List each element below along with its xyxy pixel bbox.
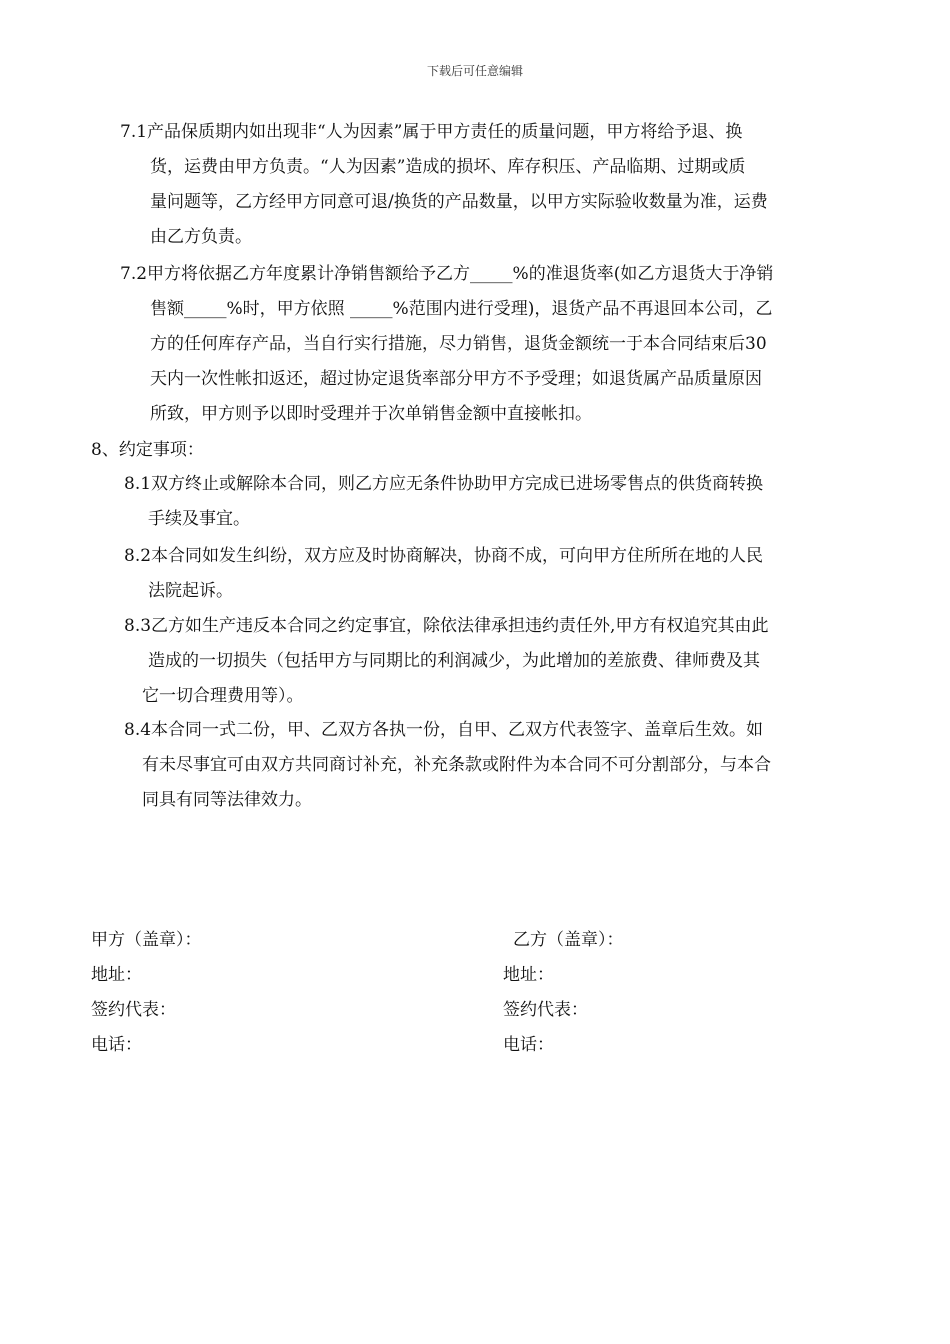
party-b-representative-label: 签约代表： xyxy=(503,1000,588,1020)
clause-line: 7.1产品保质期内如出现非“人为因素”属于甲方责任的质量问题，甲方将给予退、换 xyxy=(120,122,743,142)
clause-line: 同具有同等法律效力。 xyxy=(142,790,312,810)
clause-7-2 xyxy=(120,257,865,432)
party-a-phone-label: 电话： xyxy=(91,1035,142,1055)
clause-8-2 xyxy=(124,539,864,609)
clause-line: 所致，甲方则予以即时受理并于次单销售金额中直接帐扣。 xyxy=(150,404,592,424)
clause-8-1 xyxy=(124,467,864,537)
section-8-title: 8、约定事项： xyxy=(91,440,204,460)
clause-line: 8.1双方终止或解除本合同，则乙方应无条件协助甲方完成已进场零售点的供货商转换 xyxy=(124,474,764,494)
clause-line: 法院起诉。 xyxy=(148,581,233,601)
clause-line: 货，运费由甲方负责。“人为因素”造成的损坏、库存积压、产品临期、过期或质 xyxy=(150,157,746,177)
clause-line: 手续及事宜。 xyxy=(148,509,250,529)
party-b-phone-label: 电话： xyxy=(503,1035,554,1055)
party-a-address-label: 地址： xyxy=(91,965,142,985)
party-b-signature-block xyxy=(503,923,624,1063)
party-a-representative-label: 签约代表： xyxy=(91,1000,176,1020)
clause-line: 它一切合理费用等）。 xyxy=(142,686,304,706)
clause-line: 8.4本合同一式二份，甲、乙双方各执一份，自甲、乙双方代表签字、盖章后生效。如 xyxy=(124,720,764,740)
clause-line: 售额_____%时，甲方依照 _____%范围内进行受理)，退货产品不再退回本公司，乙 xyxy=(150,299,773,319)
party-a-seal-label: 甲方（盖章）： xyxy=(91,930,202,950)
clause-8-3 xyxy=(124,609,864,714)
clause-line: 方的任何库存产品，当自行实行措施，尽力销售，退货金额统一于本合同结束后30 xyxy=(150,334,767,354)
clause-line: 8.3乙方如生产违反本合同之约定事宜，除依法律承担违约责任外,甲方有权追究其由此 xyxy=(124,616,769,636)
clause-7-1 xyxy=(120,115,865,255)
clause-line: 有未尽事宜可由双方共同商讨补充，补充条款或附件为本合同不可分割部分，与本合 xyxy=(142,755,771,775)
page-header-note: 下载后可任意编辑 xyxy=(426,64,523,78)
party-a-signature-block xyxy=(91,923,202,1063)
clause-line: 7.2甲方将依据乙方年度累计净销售额给予乙方_____%的准退货率(如乙方退货大于净销 xyxy=(120,264,774,284)
party-b-seal-label: 乙方（盖章）： xyxy=(513,930,624,950)
party-b-address-label: 地址： xyxy=(503,965,554,985)
clause-line: 由乙方负责。 xyxy=(150,227,252,247)
clause-line: 8.2本合同如发生纠纷，双方应及时协商解决，协商不成，可向甲方住所所在地的人民 xyxy=(124,546,764,566)
clause-line: 量问题等，乙方经甲方同意可退/换货的产品数量，以甲方实际验收数量为准，运费 xyxy=(150,192,768,212)
clause-8-4 xyxy=(124,713,864,818)
clause-line: 天内一次性帐扣返还，超过协定退货率部分甲方不予受理；如退货属产品质量原因 xyxy=(150,369,762,389)
clause-line: 造成的一切损失（包括甲方与同期比的利润减少，为此增加的差旅费、律师费及其 xyxy=(148,651,760,671)
